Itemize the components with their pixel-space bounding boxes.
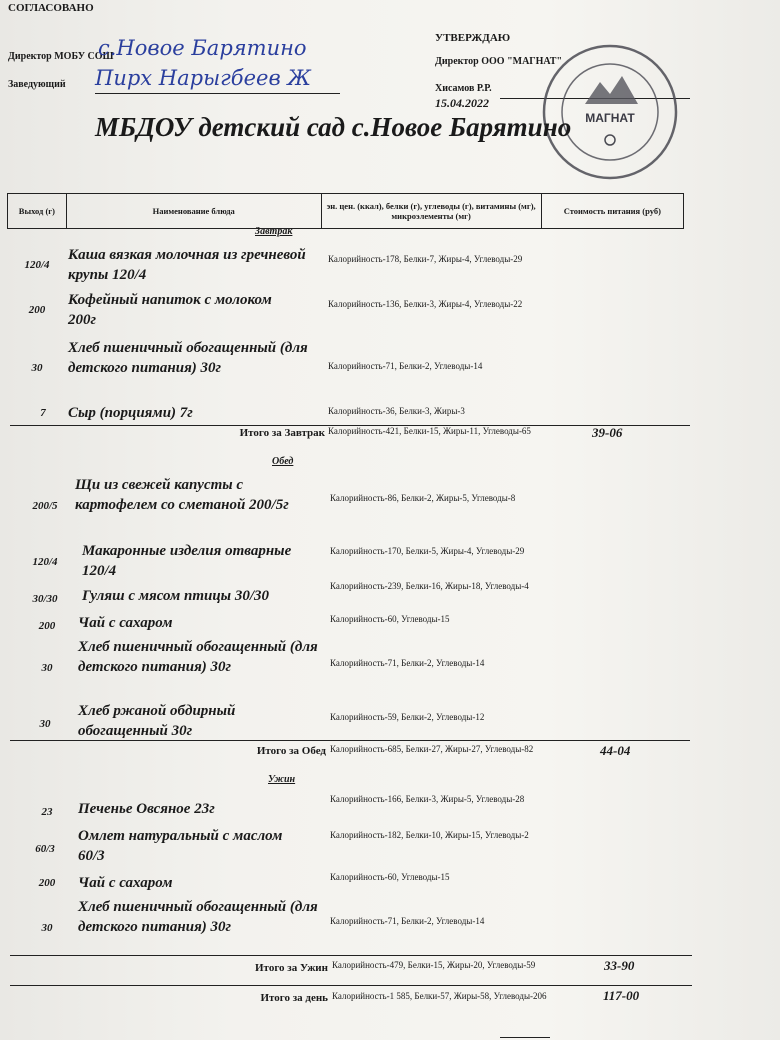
signature-left-1: с.Новое Барятино [98, 36, 307, 60]
row-yield: 200 [28, 304, 46, 316]
row-dish: Гуляш с мясом птицы 30/30 [82, 588, 270, 604]
director-name: Хисамов Р.Р. [435, 83, 492, 94]
row-nutrition: Калорийность-36, Белки-3, Жиры-3 [328, 406, 465, 416]
row-yield: 7 [40, 407, 46, 419]
col-cost: Стоимость питания (руб) [563, 206, 661, 216]
breakfast-total-label: Итого за Завтрак [239, 427, 325, 439]
stamp-text: МАГНАТ [585, 111, 635, 125]
row-dish: Хлеб пшеничный обогащенный (для детского питания) 30г [68, 340, 308, 376]
row-yield: 30/30 [32, 593, 58, 605]
row-nutrition: Калорийность-59, Белки-2, Углеводы-12 [330, 712, 485, 722]
lunch-total-cost: 44-04 [600, 743, 631, 758]
row-nutrition: Калорийность-60, Углеводы-15 [330, 872, 450, 882]
dinner-total-nutrition: Калорийность-479, Белки-15, Жиры-20, Углеводы-59 [332, 960, 536, 970]
section-lunch-title: Обед [272, 456, 294, 467]
row-dish: Чай с сахаром [78, 875, 173, 891]
manager-label: Заведующий [8, 79, 66, 90]
row-dish: Чай с сахаром [78, 615, 173, 631]
dinner-total-cost: 33-90 [604, 958, 635, 973]
row-yield: 30 [31, 362, 43, 374]
lunch-total-nutrition: Калорийность-685, Белки-27, Жиры-27, Углеводы-82 [330, 744, 534, 754]
row-yield: 200/5 [32, 500, 58, 512]
row-dish: Печенье Овсяное 23г [78, 801, 215, 817]
row-yield: 200 [38, 620, 56, 632]
row-dish: Сыр (порциями) 7г [68, 405, 193, 421]
row-divider [10, 740, 690, 741]
row-nutrition: Калорийность-239, Белки-16, Жиры-18, Углеводы-4 [330, 581, 529, 591]
table-header [7, 193, 684, 229]
breakfast-total-cost: 39-06 [592, 425, 623, 440]
dinner-total-label: Итого за Ужин [255, 962, 328, 974]
row-yield: 120/4 [32, 556, 58, 568]
row-nutrition: Калорийность-86, Белки-2, Жиры-5, Углеводы-8 [330, 493, 516, 503]
page-title: МБДОУ детский сад с.Новое Барятино [95, 112, 572, 142]
row-nutrition: Калорийность-136, Белки-3, Жиры-4, Углеводы-22 [328, 299, 523, 309]
signature-line [95, 93, 340, 94]
row-nutrition: Калорийность-182, Белки-10, Жиры-15, Углеводы-2 [330, 830, 529, 840]
row-yield: 30 [41, 662, 53, 674]
lunch-total-label: Итого за Обед [256, 745, 326, 757]
row-dish: Кофейный напиток с молоком 200г [68, 292, 272, 328]
section-breakfast-title: Завтрак [255, 226, 293, 237]
col-nutrition: эн. цен. (ккал), белки (г), углеводы (г), витамины (мг), микроэлементы (мг) [322, 194, 542, 228]
row-nutrition: Калорийность-170, Белки-5, Жиры-4, Углеводы-29 [330, 546, 525, 556]
day-total-label: Итого за день [260, 992, 328, 1004]
row-dish: Хлеб пшеничный обогащенный (для детского питания) 30г [78, 899, 318, 935]
row-yield: 60/3 [35, 843, 55, 855]
row-dish: Омлет натуральный с маслом 60/3 [78, 828, 283, 864]
row-dish: Каша вязкая молочная из гречневой крупы 120/4 [68, 247, 306, 283]
row-yield: 200 [38, 877, 56, 889]
row-yield: 30 [39, 718, 51, 730]
director-school-label: Директор МОБУ СОШ [8, 51, 114, 62]
page-mark [500, 1037, 550, 1038]
row-dish: Макаронные изделия отварные 120/4 [82, 543, 292, 579]
row-nutrition: Калорийность-166, Белки-3, Жиры-5, Углеводы-28 [330, 794, 525, 804]
row-dish: Щи из свежей капусты с картофелем со сметаной 200/5г [75, 477, 289, 513]
breakfast-total-nutrition: Калорийность-421, Белки-15, Жиры-11, Углеводы-65 [328, 426, 531, 436]
approval-date: 15.04.2022 [435, 96, 489, 110]
section-dinner-title: Ужин [268, 774, 296, 785]
row-dish: Хлеб пшеничный обогащенный (для детского питания) 30г [78, 639, 318, 675]
row-dish: Хлеб ржаной обдирный обогащенный 30г [78, 703, 236, 739]
day-total-cost: 117-00 [603, 988, 640, 1003]
approved-label: СОГЛАСОВАНО [8, 2, 94, 14]
day-total-nutrition: Калорийность-1 585, Белки-57, Жиры-58, Углеводы-206 [332, 991, 547, 1001]
row-nutrition: Калорийность-71, Белки-2, Углеводы-14 [328, 361, 483, 371]
row-nutrition: Калорийность-71, Белки-2, Углеводы-14 [330, 658, 485, 668]
row-yield: 23 [41, 806, 53, 818]
confirm-label: УТВЕРЖДАЮ [435, 32, 511, 44]
row-yield: 120/4 [24, 259, 50, 271]
row-divider [10, 955, 692, 956]
col-dish: Наименование блюда [67, 194, 322, 228]
row-yield: 30 [41, 922, 53, 934]
signature-left-2: Пирх Нарыгбеев Ж [95, 66, 311, 90]
row-nutrition: Калорийность-71, Белки-2, Углеводы-14 [330, 916, 485, 926]
row-nutrition: Калорийность-178, Белки-7, Жиры-4, Углеводы-29 [328, 254, 523, 264]
row-nutrition: Калорийность-60, Углеводы-15 [330, 614, 450, 624]
col-yield: Выход (г) [8, 194, 67, 228]
director-company-label: Директор ООО "МАГНАТ" [435, 56, 562, 67]
row-divider [10, 985, 692, 986]
